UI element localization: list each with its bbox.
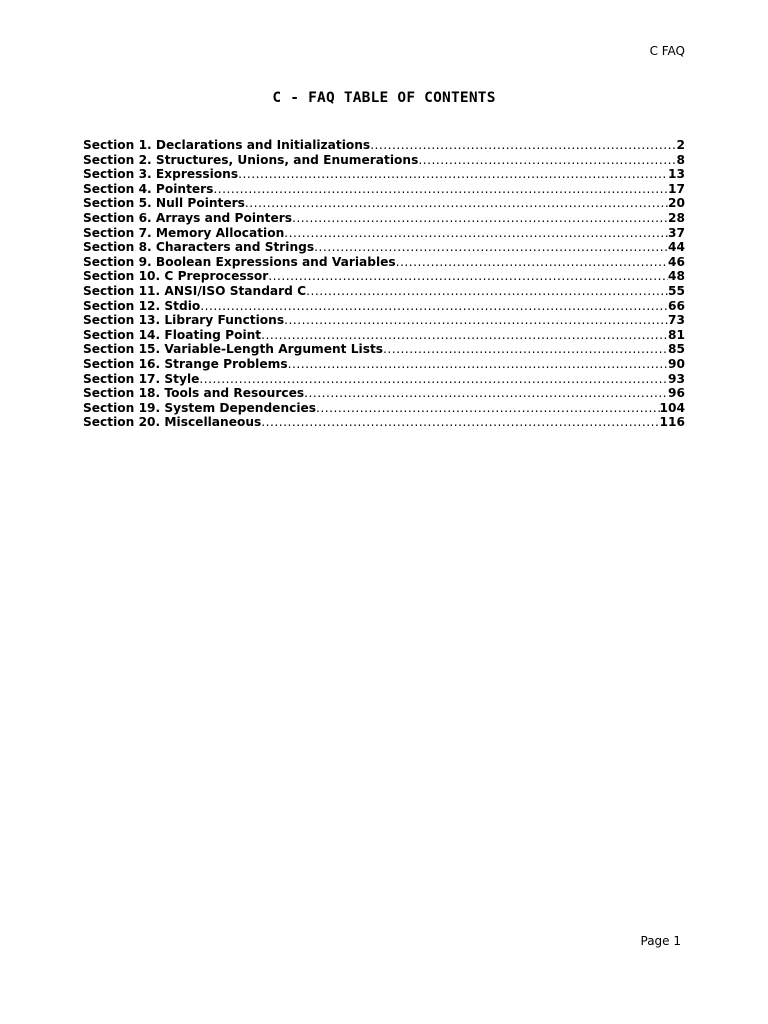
toc-entry[interactable] — [83, 153, 685, 168]
toc-entry-page: 81 — [668, 327, 685, 342]
dot-leader — [292, 211, 668, 226]
toc-entry-label: Section 15. Variable-Length Argument Lists — [83, 342, 384, 357]
toc-entry[interactable] — [83, 196, 685, 211]
toc-entry[interactable] — [83, 313, 685, 328]
toc-entry-page: 13 — [668, 167, 685, 182]
toc-entry[interactable] — [83, 357, 685, 372]
toc-entry-page: 104 — [659, 400, 685, 415]
toc-entry[interactable] — [83, 342, 685, 357]
toc-entry-page: 66 — [668, 298, 685, 313]
dot-leader — [383, 342, 668, 357]
dot-leader — [396, 255, 668, 270]
toc-entry-page: 44 — [668, 240, 685, 255]
page-number: Page 1 — [640, 934, 681, 948]
toc-entry-page: 2 — [676, 138, 685, 152]
toc-entry[interactable] — [83, 211, 685, 226]
toc-entry-page: 55 — [668, 283, 685, 298]
dot-leader — [213, 182, 668, 197]
dot-leader — [238, 167, 668, 182]
toc-entry-label: Section 10. C Preprocessor — [83, 269, 269, 284]
dot-leader — [304, 386, 668, 401]
toc-entry-label: Section 5. Null Pointers — [83, 196, 245, 211]
toc-entry[interactable] — [83, 284, 685, 299]
dot-leader — [261, 415, 659, 430]
toc-entry-label: Section 9. Boolean Expressions and Variables — [83, 254, 396, 269]
toc-entry[interactable] — [83, 299, 685, 314]
page-title: C - FAQ TABLE OF CONTENTS — [272, 90, 496, 106]
table-of-contents — [83, 138, 685, 430]
dot-leader — [200, 299, 668, 314]
toc-entry-label: Section 17. Style — [83, 371, 200, 386]
toc-entry[interactable] — [83, 328, 685, 343]
toc-entry-page: 116 — [659, 415, 685, 430]
dot-leader — [314, 240, 668, 255]
toc-entry-label: Section 13. Library Functions — [83, 313, 285, 328]
toc-entry-label: Section 11. ANSI/ISO Standard C — [83, 283, 307, 298]
toc-entry-label: Section 6. Arrays and Pointers — [83, 210, 293, 225]
toc-entry-page: 93 — [668, 371, 685, 386]
toc-entry[interactable] — [83, 182, 685, 197]
toc-entry-label: Section 1. Declarations and Initializations — [83, 138, 371, 152]
dot-leader — [288, 357, 668, 372]
toc-entry-label: Section 8. Characters and Strings — [83, 240, 315, 255]
toc-entry-page: 96 — [668, 386, 685, 401]
toc-entry-label: Section 12. Stdio — [83, 298, 201, 313]
toc-entry-page: 85 — [668, 342, 685, 357]
toc-entry[interactable] — [83, 401, 685, 416]
toc-entry-label: Section 4. Pointers — [83, 181, 214, 196]
dot-leader — [370, 138, 676, 153]
toc-entry-label: Section 14. Floating Point — [83, 327, 262, 342]
dot-leader — [199, 372, 668, 387]
toc-entry-page: 17 — [668, 181, 685, 196]
dot-leader — [284, 226, 668, 241]
toc-entry[interactable] — [83, 372, 685, 387]
toc-entry-page: 37 — [668, 225, 685, 240]
dot-leader — [245, 196, 668, 211]
toc-entry-label: Section 7. Memory Allocation — [83, 225, 285, 240]
dot-leader — [284, 313, 668, 328]
toc-entry-page: 73 — [668, 313, 685, 328]
toc-entry[interactable] — [83, 386, 685, 401]
dot-leader — [306, 284, 668, 299]
toc-entry-page: 20 — [668, 196, 685, 211]
toc-entry-label: Section 18. Tools and Resources — [83, 386, 305, 401]
toc-entry-label: Section 2. Structures, Unions, and Enumerations — [83, 152, 419, 167]
dot-leader — [268, 269, 668, 284]
toc-entry-label: Section 20. Miscellaneous — [83, 415, 262, 430]
toc-entry-page: 28 — [668, 210, 685, 225]
toc-entry[interactable] — [83, 138, 685, 153]
toc-entry[interactable] — [83, 255, 685, 270]
dot-leader — [418, 153, 676, 168]
running-header: C FAQ — [649, 44, 685, 58]
toc-entry-page: 90 — [668, 356, 685, 371]
toc-entry-page: 48 — [668, 269, 685, 284]
toc-entry[interactable] — [83, 269, 685, 284]
toc-entry[interactable] — [83, 240, 685, 255]
toc-entry-page: 8 — [676, 152, 685, 167]
toc-entry-label: Section 3. Expressions — [83, 167, 239, 182]
toc-entry-page: 46 — [668, 254, 685, 269]
dot-leader — [261, 328, 668, 343]
toc-entry[interactable] — [83, 167, 685, 182]
toc-entry-label: Section 19. System Dependencies — [83, 400, 317, 415]
toc-entry[interactable] — [83, 415, 685, 430]
dot-leader — [316, 401, 660, 416]
toc-entry[interactable] — [83, 226, 685, 241]
toc-entry-label: Section 16. Strange Problems — [83, 356, 288, 371]
